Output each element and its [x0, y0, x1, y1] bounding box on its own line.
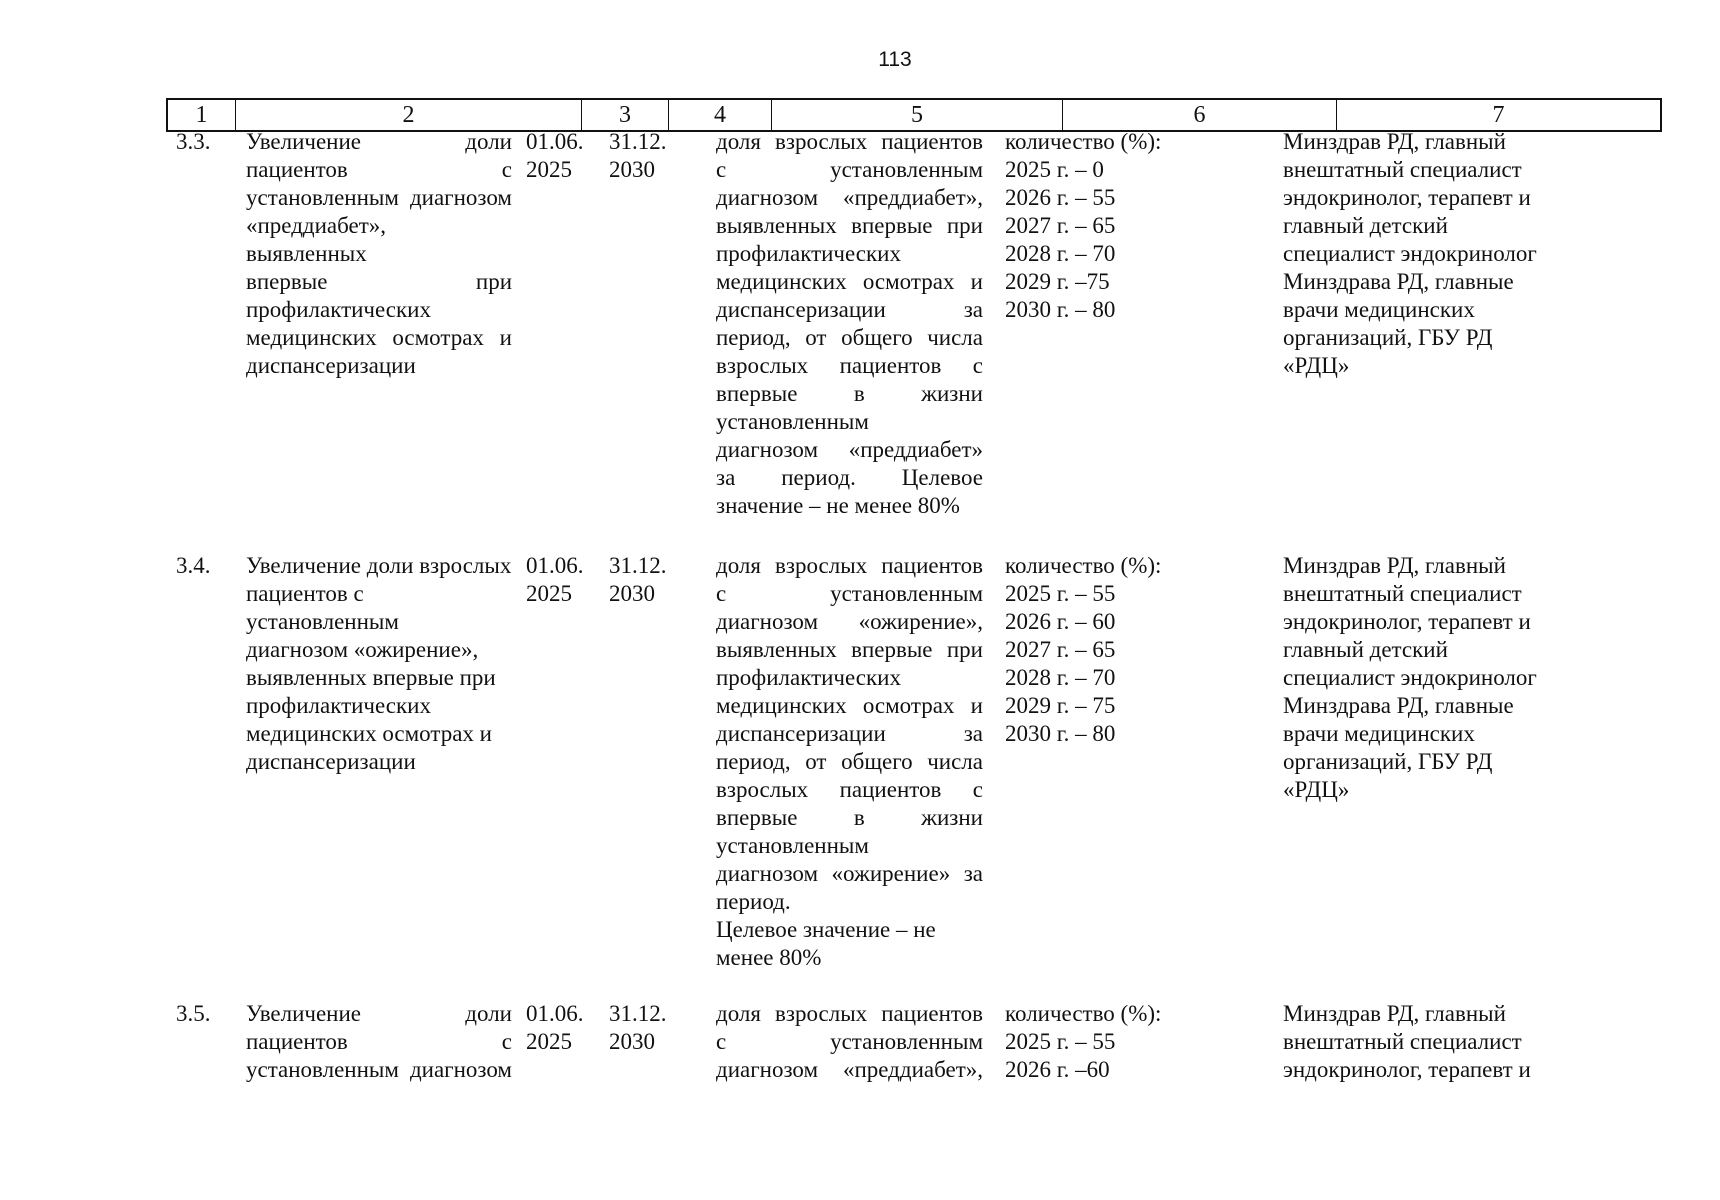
cell-line: 2025	[526, 581, 572, 606]
table-row	[166, 552, 1662, 972]
cell-start-date	[512, 128, 599, 520]
header-col-1: 1	[168, 100, 236, 130]
cell-line: количество (%):	[1005, 553, 1162, 578]
cell-target-values	[993, 128, 1267, 520]
cell-line: специалист эндокринолог	[1283, 665, 1537, 690]
cell-line: 2027 г. – 65	[1005, 213, 1116, 238]
cell-line: 2026 г. –60	[1005, 1057, 1110, 1082]
cell-line: Минздрава РД, главные	[1283, 269, 1514, 294]
cell-start-date	[512, 1000, 599, 1084]
cell-line: взрослых пациентов с	[716, 777, 983, 802]
cell-indicator	[702, 552, 993, 972]
cell-line: 2025 г. – 55	[1005, 581, 1116, 606]
cell-end-date	[599, 128, 702, 520]
cell-line: врачи медицинских	[1283, 721, 1475, 746]
cell-line: Увеличение доли пациентов с	[246, 1001, 512, 1054]
cell-line: выявленных впервые при	[246, 665, 496, 690]
cell-line: организаций, ГБУ РД	[1283, 325, 1493, 350]
cell-line: 2030	[609, 581, 655, 606]
cell-measure-name	[166, 1000, 512, 1084]
cell-line: установленным	[716, 409, 869, 434]
header-col-7: 7	[1492, 102, 1505, 128]
cell-line: медицинских осмотрах и	[246, 721, 492, 746]
cell-line: 2025	[526, 1029, 572, 1054]
cell-line: диагнозом «преддиабет»,	[716, 1057, 983, 1082]
cell-line: за период. Целевое	[716, 465, 983, 490]
cell-indicator	[702, 1000, 993, 1084]
cell-line: установленным	[716, 833, 869, 858]
cell-line: Увеличение доли взрослых	[246, 553, 512, 578]
cell-line: внештатный специалист	[1283, 157, 1522, 182]
cell-line: впервые при	[246, 269, 512, 294]
cell-line: установленным диагнозом	[246, 185, 512, 210]
cell-line: значение – не менее 80%	[716, 493, 960, 518]
header-col-2: 2	[236, 100, 582, 130]
cell-line: впервые в жизни	[716, 381, 983, 406]
cell-line: диспансеризации	[246, 749, 416, 774]
cell-line: 2026 г. – 60	[1005, 609, 1116, 634]
cell-line: выявленных впервые при	[716, 637, 983, 662]
cell-line: Минздрав РД, главный	[1283, 1001, 1506, 1026]
cell-line: количество (%):	[1005, 1001, 1162, 1026]
cell-line: диагнозом «преддиабет»,	[716, 185, 983, 210]
row-number: 3.3.	[176, 129, 211, 154]
cell-line: медицинских осмотрах и	[716, 269, 983, 294]
cell-line: организаций, ГБУ РД	[1283, 749, 1493, 774]
cell-line: профилактических	[246, 693, 431, 718]
cell-line: 2029 г. –75	[1005, 269, 1110, 294]
cell-line: профилактических	[716, 241, 901, 266]
cell-line: 31.12.	[609, 129, 667, 154]
cell-line: 01.06.	[526, 1001, 584, 1026]
cell-line: выявленных впервые при	[716, 213, 983, 238]
cell-line: внештатный специалист	[1283, 581, 1522, 606]
table-row	[166, 128, 1662, 520]
cell-end-date	[599, 1000, 702, 1084]
cell-line: диагнозом «преддиабет»	[716, 437, 983, 462]
cell-line: доля взрослых пациентов	[716, 129, 983, 154]
cell-line: взрослых пациентов с	[716, 353, 983, 378]
cell-responsible	[1267, 1000, 1590, 1084]
cell-line: главный детский	[1283, 213, 1448, 238]
cell-line: 2030 г. – 80	[1005, 721, 1116, 746]
cell-line: Минздрав РД, главный	[1283, 553, 1506, 578]
cell-line: 2030	[609, 1029, 655, 1054]
cell-line: 2025	[526, 157, 572, 182]
header-col-4: 4	[669, 100, 772, 130]
header-col-3: 3	[582, 100, 669, 130]
cell-line: 2029 г. – 75	[1005, 693, 1116, 718]
cell-line: 2030	[609, 157, 655, 182]
cell-line: 2026 г. – 55	[1005, 185, 1116, 210]
cell-line: эндокринолог, терапевт и	[1283, 609, 1531, 634]
cell-line: 2030 г. – 80	[1005, 297, 1116, 322]
cell-line: период, от общего числа	[716, 749, 983, 774]
cell-line: диспансеризации за	[716, 721, 983, 746]
cell-line: период.	[716, 889, 791, 914]
header-col-6: 6	[1063, 100, 1337, 130]
cell-line: Целевое значение – не	[716, 917, 936, 942]
cell-line: с установленным	[716, 157, 983, 182]
cell-line: «РДЦ»	[1283, 353, 1350, 378]
cell-line: «РДЦ»	[1283, 777, 1350, 802]
table-row	[166, 1000, 1662, 1084]
table-header-row	[166, 98, 1662, 132]
cell-line: врачи медицинских	[1283, 297, 1475, 322]
cell-line: с установленным	[716, 581, 983, 606]
cell-measure-name	[166, 128, 512, 520]
cell-line: диагнозом «ожирение»,	[716, 609, 983, 634]
cell-line: 31.12.	[609, 1001, 667, 1026]
cell-line: 2025 г. – 0	[1005, 157, 1104, 182]
cell-line: 2028 г. – 70	[1005, 241, 1116, 266]
cell-line: установленным диагнозом	[246, 1057, 512, 1082]
cell-start-date	[512, 552, 599, 972]
cell-line: менее 80%	[716, 945, 822, 970]
cell-line: специалист эндокринолог	[1283, 241, 1537, 266]
cell-line: Увеличение доли пациентов с	[246, 129, 512, 182]
cell-line: профилактических	[716, 665, 901, 690]
cell-line: эндокринолог, терапевт и	[1283, 185, 1531, 210]
cell-line: впервые в жизни	[716, 805, 983, 830]
cell-responsible	[1267, 552, 1590, 972]
cell-line: 01.06.	[526, 129, 584, 154]
cell-indicator	[702, 128, 993, 520]
cell-line: Минздрава РД, главные	[1283, 693, 1514, 718]
cell-end-date	[599, 552, 702, 972]
cell-line: эндокринолог, терапевт и	[1283, 1057, 1531, 1082]
cell-target-values	[993, 1000, 1267, 1084]
cell-line: внештатный специалист	[1283, 1029, 1522, 1054]
cell-line: с установленным	[716, 1029, 983, 1054]
cell-line: доля взрослых пациентов	[716, 1001, 983, 1026]
cell-line: период, от общего числа	[716, 325, 983, 350]
cell-line: главный детский	[1283, 637, 1448, 662]
cell-line: 2025 г. – 55	[1005, 1029, 1116, 1054]
cell-line: медицинских осмотрах и	[246, 325, 512, 350]
cell-line: Минздрав РД, главный	[1283, 129, 1506, 154]
page-number: 113	[878, 48, 912, 71]
cell-line: количество (%):	[1005, 129, 1162, 154]
cell-line: «преддиабет», выявленных	[246, 213, 387, 266]
row-number: 3.4.	[176, 553, 211, 578]
cell-line: профилактических	[246, 297, 431, 322]
cell-line: диагнозом «ожирение»,	[246, 637, 479, 662]
cell-target-values	[993, 552, 1267, 972]
cell-line: 01.06.	[526, 553, 584, 578]
cell-line: 2028 г. – 70	[1005, 665, 1116, 690]
header-col-5: 5	[772, 100, 1063, 130]
cell-line: 2027 г. – 65	[1005, 637, 1116, 662]
cell-line: пациентов с установленным	[246, 581, 399, 634]
cell-line: медицинских осмотрах и	[716, 693, 983, 718]
cell-line: 31.12.	[609, 553, 667, 578]
cell-line: доля взрослых пациентов	[716, 553, 983, 578]
cell-measure-name	[166, 552, 512, 972]
cell-line: диспансеризации за	[716, 297, 983, 322]
cell-responsible	[1267, 128, 1590, 520]
row-number: 3.5.	[176, 1001, 211, 1026]
cell-line: диагнозом «ожирение» за	[716, 861, 983, 886]
cell-line: диспансеризации	[246, 353, 416, 378]
